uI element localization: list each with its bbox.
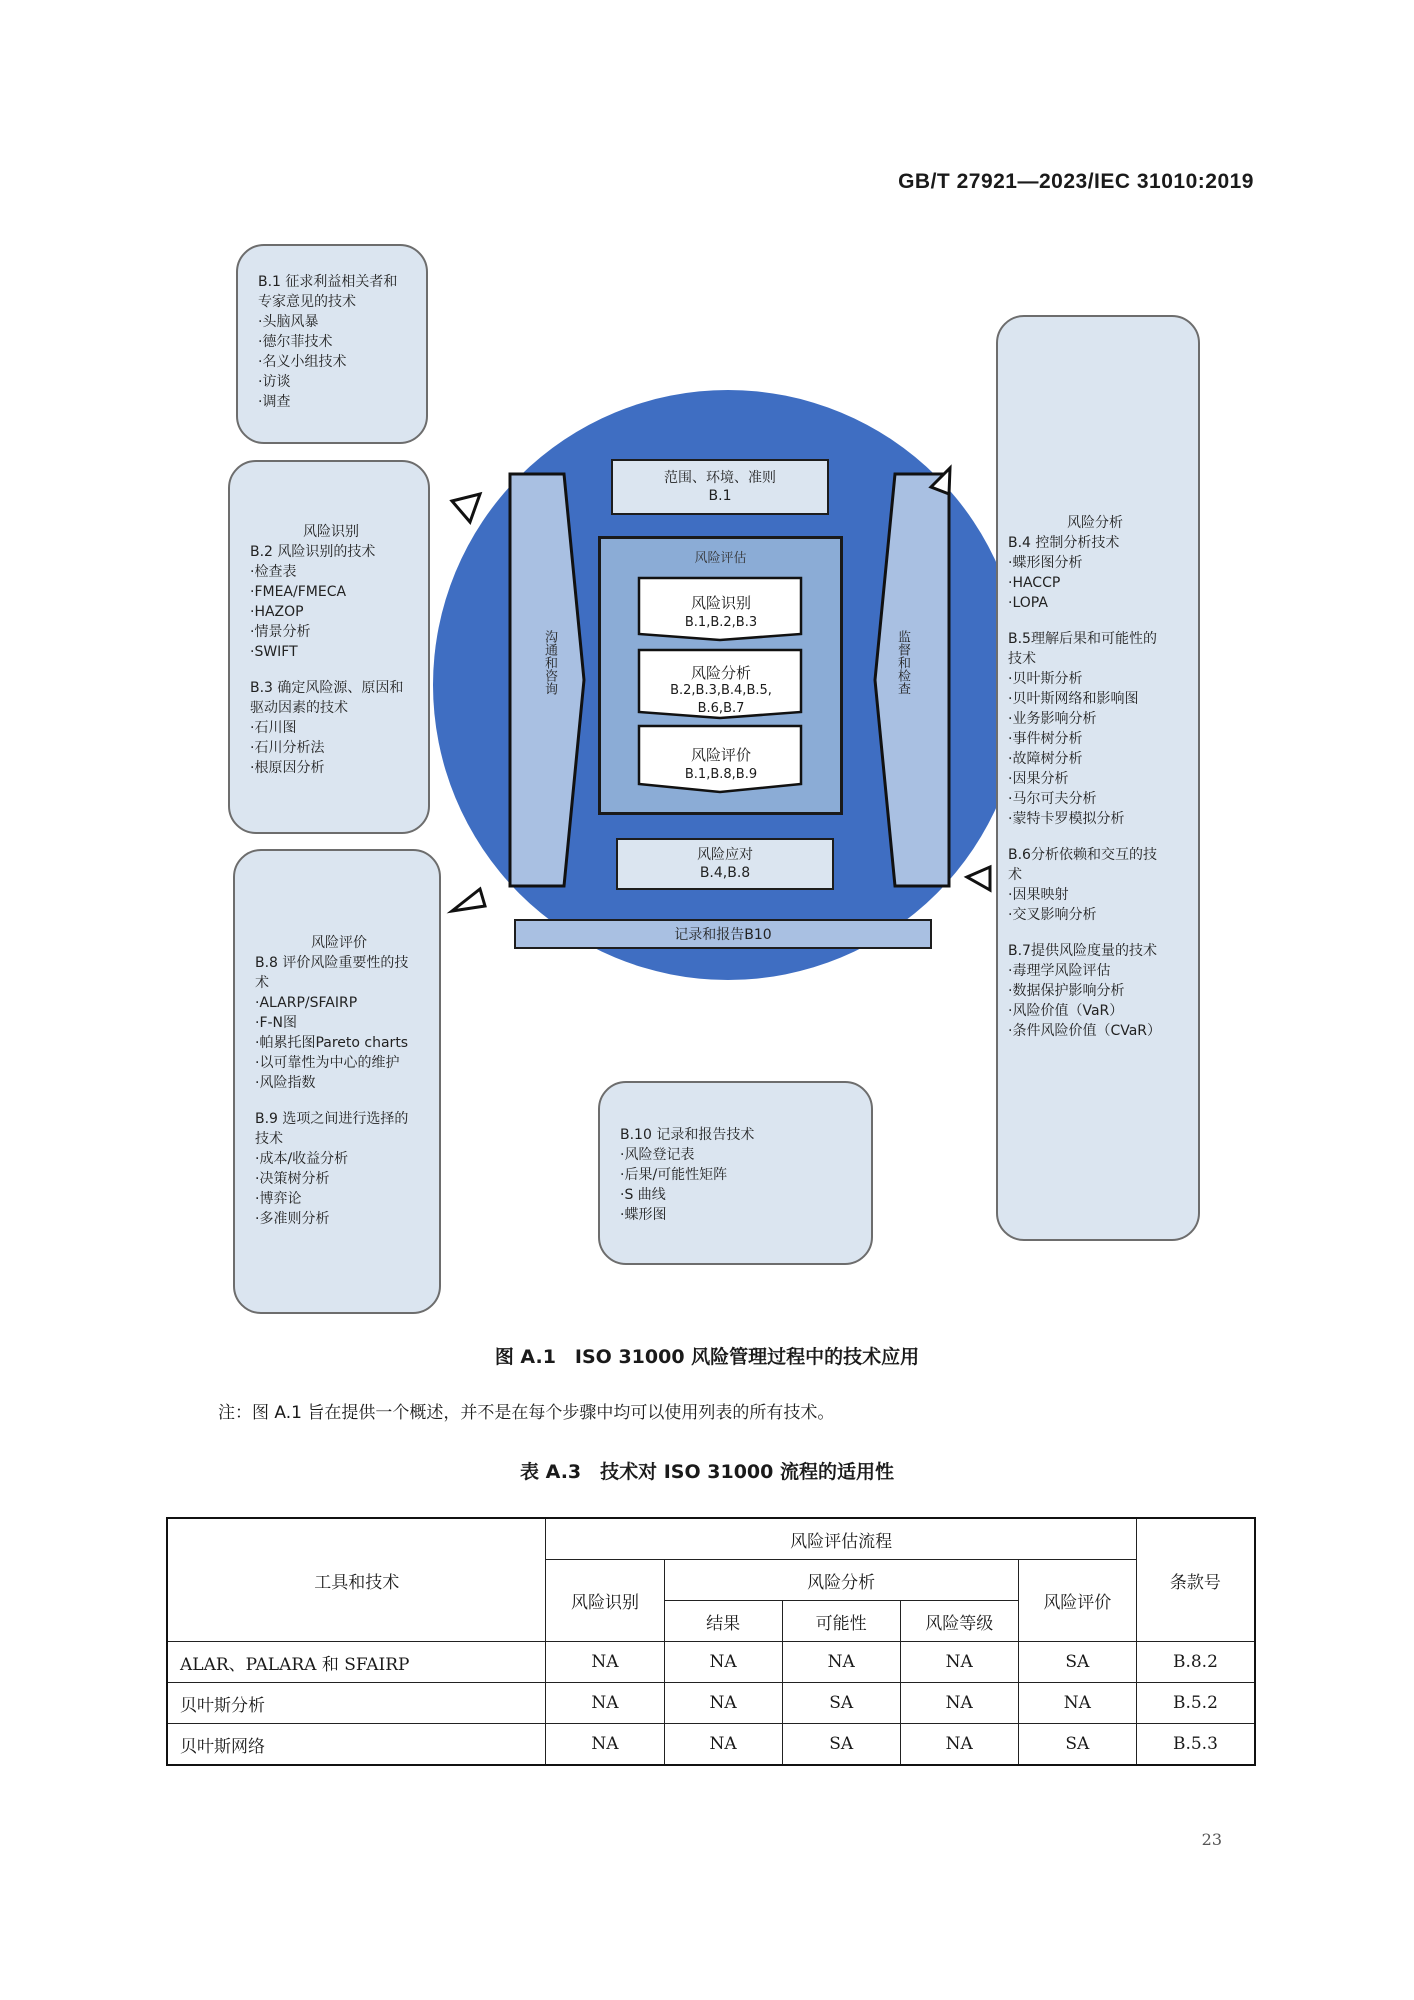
box-evaluation-techniques: [233, 849, 441, 1314]
cell: NA: [900, 1724, 1018, 1766]
evaluation-ref: B.1,B.8,B.9: [684, 767, 758, 782]
scope-ref: B.1: [708, 488, 732, 504]
analysis-step: [637, 664, 805, 718]
identify-line: ·FMEA/FMECA: [250, 584, 347, 600]
cell: NA: [900, 1683, 1018, 1724]
identify-line: 驱动因素的技术: [250, 700, 348, 716]
analysis-line: ·LOPA: [1008, 595, 1048, 611]
b1-line: ·名义小组技术: [258, 354, 347, 370]
evaluate-line: ·多准则分析: [255, 1211, 330, 1227]
cell: SA: [1018, 1642, 1136, 1683]
b1-line: ·调查: [258, 394, 291, 410]
analysis-line: B.7提供风险度量的技术: [1008, 943, 1157, 959]
analysis-line: ·蒙特卡罗模拟分析: [1008, 811, 1125, 827]
b1-line: ·德尔菲技术: [258, 334, 333, 350]
evaluate-line: ·博弈论: [255, 1191, 302, 1207]
evaluate-line: ·ALARP/SFAIRP: [255, 995, 358, 1011]
analysis-line: 技术: [1008, 651, 1036, 667]
analysis-line: ·HACCP: [1008, 575, 1061, 591]
figure-caption: 图 A.1 ISO 31000 风险管理过程中的技术应用: [494, 1346, 920, 1368]
box-recording-techniques: [598, 1081, 873, 1265]
identify-line: ·HAZOP: [250, 604, 304, 620]
page-number: 23: [1201, 1830, 1222, 1849]
evaluate-line: 术: [255, 975, 269, 991]
evaluate-line: ·决策树分析: [255, 1171, 330, 1187]
identify-line: ·情景分析: [250, 624, 311, 640]
monitoring-label: 监督和检查: [895, 630, 910, 695]
cell: NA: [546, 1683, 664, 1724]
b1-line: 专家意见的技术: [258, 294, 356, 310]
analysis-line: ·贝叶斯分析: [1008, 671, 1083, 687]
evaluation-label: 风险评价: [690, 746, 751, 764]
evaluate-line: ·成本/收益分析: [255, 1151, 349, 1167]
scope-box: [611, 459, 829, 515]
treatment-box: [616, 838, 834, 890]
table-row: [167, 1724, 1255, 1766]
cell: NA: [546, 1642, 664, 1683]
figure-note: 注：图 A.1 旨在提供一个概述，并不是在每个步骤中均可以使用列表的所有技术。: [218, 1403, 835, 1423]
analysis-label: 风险分析: [690, 664, 751, 682]
evaluation-step: [637, 746, 805, 784]
header-likelihood: 可能性: [782, 1601, 900, 1642]
cell-clause: B.5.2: [1136, 1683, 1255, 1724]
b1-line: ·头脑风暴: [258, 314, 319, 330]
analysis-ref-1: B.2,B.3,B.4,B.5,: [670, 683, 772, 698]
header-level: 风险等级: [900, 1601, 1018, 1642]
evaluate-box-heading: 风险评价: [311, 935, 367, 951]
b1-line: B.1 征求利益相关者和: [258, 274, 398, 290]
box-analysis-techniques: [996, 315, 1200, 1241]
b10-line: ·蝶形图: [620, 1207, 667, 1223]
cell: SA: [1018, 1724, 1136, 1766]
analysis-line: ·马尔可夫分析: [1008, 791, 1097, 807]
analysis-line: B.6分析依赖和交互的技: [1008, 847, 1157, 863]
treatment-ref: B.4,B.8: [699, 865, 751, 881]
evaluate-line: ·F-N图: [255, 1015, 298, 1031]
analysis-box-heading: 风险分析: [1067, 515, 1123, 531]
header-process: 风险评估流程: [546, 1518, 1136, 1560]
document-code: GB/T 27921—2023/IEC 31010:2019: [898, 170, 1254, 193]
treatment-label: 风险应对: [697, 847, 753, 863]
analysis-line: ·数据保护影响分析: [1008, 983, 1125, 999]
header-tools: 工具和技术: [167, 1518, 546, 1642]
cell-clause: B.8.2: [1136, 1642, 1255, 1683]
evaluate-line: ·风险指数: [255, 1075, 316, 1091]
analysis-line: ·事件树分析: [1008, 731, 1083, 747]
identify-line: B.2 风险识别的技术: [250, 544, 376, 560]
analysis-line: ·贝叶斯网络和影响图: [1008, 691, 1139, 707]
b10-line: B.10 记录和报告技术: [620, 1127, 755, 1143]
identify-ref: B.1,B.2,B.3: [684, 615, 758, 630]
analysis-line: ·交叉影响分析: [1008, 907, 1097, 923]
identify-line: ·SWIFT: [250, 644, 298, 660]
analysis-line: ·因果映射: [1008, 887, 1069, 903]
cell: NA: [1018, 1683, 1136, 1724]
header-analysis: 风险分析: [664, 1560, 1018, 1601]
identify-step: [637, 594, 805, 632]
analysis-line: B.4 控制分析技术: [1008, 535, 1120, 551]
header-clause: 条款号: [1136, 1518, 1255, 1642]
cell-technique: 贝叶斯网络: [167, 1724, 546, 1766]
cell-clause: B.5.3: [1136, 1724, 1255, 1766]
cell: NA: [782, 1642, 900, 1683]
identify-line: ·检查表: [250, 564, 297, 580]
header-consequence: 结果: [664, 1601, 782, 1642]
identify-line: B.3 确定风险源、原因和: [250, 680, 404, 696]
evaluate-line: B.8 评价风险重要性的技: [255, 955, 409, 971]
identify-line: ·石川分析法: [250, 740, 325, 756]
cell: NA: [664, 1683, 782, 1724]
analysis-line: ·条件风险价值（CVaR）: [1008, 1023, 1162, 1039]
evaluate-line: ·帕累托图Pareto charts: [255, 1035, 409, 1051]
applicability-table: [166, 1517, 1256, 1766]
header-evaluate: 风险评价: [1018, 1560, 1136, 1642]
cell: NA: [546, 1724, 664, 1766]
risk-assessment-title: 风险评估: [694, 551, 747, 566]
cell-technique: ALAR、PALARA 和 SFAIRP: [167, 1642, 546, 1683]
analysis-line: ·因果分析: [1008, 771, 1069, 787]
analysis-line: ·故障树分析: [1008, 751, 1083, 767]
evaluate-line: ·以可靠性为中心的维护: [255, 1055, 400, 1071]
cell: NA: [664, 1642, 782, 1683]
box-stakeholder-techniques: [236, 244, 428, 444]
cell: SA: [782, 1724, 900, 1766]
b10-line: ·S 曲线: [620, 1187, 666, 1203]
table-row: [167, 1642, 1255, 1683]
analysis-line: ·业务影响分析: [1008, 711, 1097, 727]
b10-line: ·后果/可能性矩阵: [620, 1167, 728, 1183]
evaluate-line: B.9 选项之间进行选择的: [255, 1111, 409, 1127]
header-identify: 风险识别: [546, 1560, 664, 1642]
analysis-line: ·风险价值（VaR）: [1008, 1003, 1124, 1019]
evaluate-line: 技术: [255, 1131, 283, 1147]
identify-line: ·石川图: [250, 720, 297, 736]
analysis-line: ·蝶形图分析: [1008, 555, 1083, 571]
communication-label: 沟通和咨询: [542, 630, 557, 695]
b1-line: ·访谈: [258, 374, 291, 390]
identify-line: ·根原因分析: [250, 760, 325, 776]
table-caption: 表 A.3 技术对 ISO 31000 流程的适用性: [520, 1461, 894, 1483]
record-bar: 记录和报告B10: [514, 919, 932, 949]
cell: NA: [900, 1642, 1018, 1683]
cell-technique: 贝叶斯分析: [167, 1683, 546, 1724]
identify-box-heading: 风险识别: [303, 524, 359, 540]
analysis-line: ·毒理学风险评估: [1008, 963, 1111, 979]
scope-label: 范围、环境、准则: [664, 470, 776, 486]
cell: SA: [782, 1683, 900, 1724]
table-row: [167, 1683, 1255, 1724]
analysis-line: 术: [1008, 867, 1022, 883]
analysis-ref-2: B.6,B.7: [697, 701, 745, 716]
b10-line: ·风险登记表: [620, 1147, 695, 1163]
identify-label: 风险识别: [690, 594, 751, 612]
box-identification-techniques: [228, 460, 430, 834]
cell: NA: [664, 1724, 782, 1766]
analysis-line: B.5理解后果和可能性的: [1008, 631, 1157, 647]
